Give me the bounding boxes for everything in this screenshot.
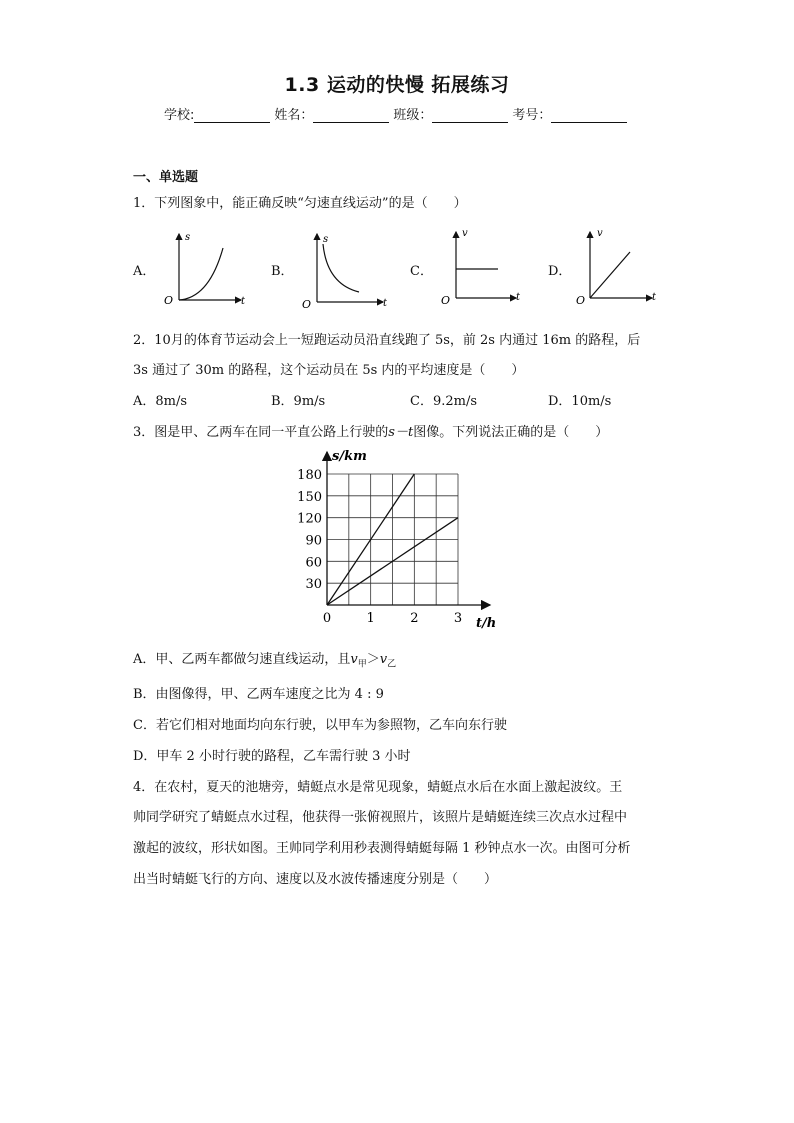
q1-c-y-label: v (462, 228, 468, 239)
q1-option-c-label: C． (410, 264, 433, 279)
q1-b-x-label: t (383, 298, 388, 309)
q3-stem (133, 421, 608, 440)
q1-a-origin: O (164, 294, 174, 307)
q3-option-b[interactable]: B．由图像得，甲、乙两车速度之比为 4 : 9 (133, 687, 384, 702)
section-title: 一、单选题 (133, 170, 199, 185)
q1-option-a-label: A． (133, 264, 156, 279)
q2-option-a[interactable]: A．8m/s (133, 394, 188, 409)
exam-number-label: 考号： (512, 108, 552, 123)
q2-option-d[interactable]: D．10m/s (548, 394, 612, 409)
q2-stem-line-1: 2．10月的体育节运动会上一短跑运动员沿直线跑了 5s，前 2s 内通过 16m 的路程，后 (133, 333, 641, 348)
class-label: 班级： (393, 108, 433, 123)
q1-option-a-graph (161, 228, 281, 318)
q3-option-a-text: A．甲、乙两车都做匀速直线运动，且 (133, 652, 351, 667)
y-tick-label: 120 (297, 511, 322, 527)
q1-b-y-label: s (323, 234, 329, 245)
q4-stem-line-4: 出当时蜻蜓飞行的方向、速度以及水波传播速度分别是（ ） (133, 872, 498, 887)
q1-a-curve (179, 248, 223, 300)
q1-stem: 1．下列图象中，能正确反映“匀速直线运动”的是（ ） (133, 196, 467, 211)
q1-d-origin: O (576, 294, 586, 307)
y-tick-label: 180 (297, 468, 322, 483)
y-tick-label: 90 (305, 533, 322, 549)
q1-a-y-label: s (185, 232, 191, 243)
st-chart (290, 440, 510, 630)
q1-d-x-label: t (652, 292, 657, 303)
x-tick-label: 3 (453, 611, 463, 626)
q1-option-c-graph (438, 228, 558, 318)
x-tick-label: 0 (322, 611, 332, 626)
q2-option-c[interactable]: C．9.2m/s (410, 394, 477, 409)
q1-a-x-label: t (241, 296, 246, 307)
q4-stem-line-1: 4．在农村，夏天的池塘旁，蜻蜓点水是常见现象，蜻蜓点水后在水面上激起波纹。王 (133, 780, 623, 795)
q1-c-x-label: t (516, 292, 521, 303)
q1-b-origin: O (302, 298, 312, 311)
x-axis-label: t/h (476, 616, 497, 630)
q1-b-curve (323, 244, 359, 292)
school-label: 学校: (164, 108, 195, 123)
x-tick-label: 2 (410, 611, 419, 626)
y-tick-label: 60 (305, 555, 322, 571)
y-tick-label: 30 (305, 577, 322, 593)
q3-option-a-v1: v (350, 652, 358, 667)
name-label: 姓名： (274, 108, 314, 123)
y-tick-label: 150 (297, 489, 322, 505)
q3-option-a-sub2: 乙 (387, 659, 397, 670)
page-title: 1.3 运动的快慢 拓展练习 (284, 74, 510, 96)
name-blank[interactable] (313, 108, 389, 123)
student-info-row (164, 104, 644, 123)
q1-d-line (590, 252, 630, 298)
q3-stem-post: 图像。下列说法正确的是（ ） (413, 425, 609, 440)
q1-option-b-graph (299, 228, 419, 318)
school-blank[interactable] (194, 108, 270, 123)
q3-option-d[interactable]: D．甲车 2 小时行驶的路程，乙车需行驶 3 小时 (133, 749, 411, 764)
q1-option-d-graph (576, 228, 696, 318)
q1-d-y-label: v (597, 228, 603, 239)
q1-option-d-label: D． (548, 264, 572, 279)
q4-stem-line-2: 帅同学研究了蜻蜓点水过程，他获得一张俯视照片，该照片是蜻蜓连续三次点水过程中 (133, 810, 628, 825)
q4-stem-line-3: 激起的波纹，形状如图。王帅同学利用秒表测得蜻蜓每隔 1 秒钟点水一次。由图可分析 (133, 841, 631, 856)
q3-stem-pre: 3．图是甲、乙两车在同一平直公路上行驶的 (133, 425, 389, 440)
q3-stem-math: s－t (388, 425, 414, 440)
x-tick-label: 1 (366, 611, 375, 626)
class-blank[interactable] (432, 108, 508, 123)
q3-option-a-v2: v (379, 652, 388, 667)
q3-option-a-gt: ＞ (366, 652, 380, 667)
q1-option-b-label: B． (271, 264, 294, 279)
q3-option-a-sub1: 甲 (357, 659, 367, 670)
y-axis-label: s/km (332, 449, 367, 464)
q2-stem-line-2: 3s 通过了 30m 的路程，这个运动员在 5s 内的平均速度是（ ） (133, 363, 525, 378)
q3-option-c[interactable]: C．若它们相对地面均向东行驶，以甲车为参照物，乙车向东行驶 (133, 718, 507, 733)
q2-option-b[interactable]: B．9m/s (271, 394, 326, 409)
q3-option-a[interactable] (133, 648, 396, 670)
exam-number-blank[interactable] (551, 108, 627, 123)
q1-c-origin: O (441, 294, 451, 307)
